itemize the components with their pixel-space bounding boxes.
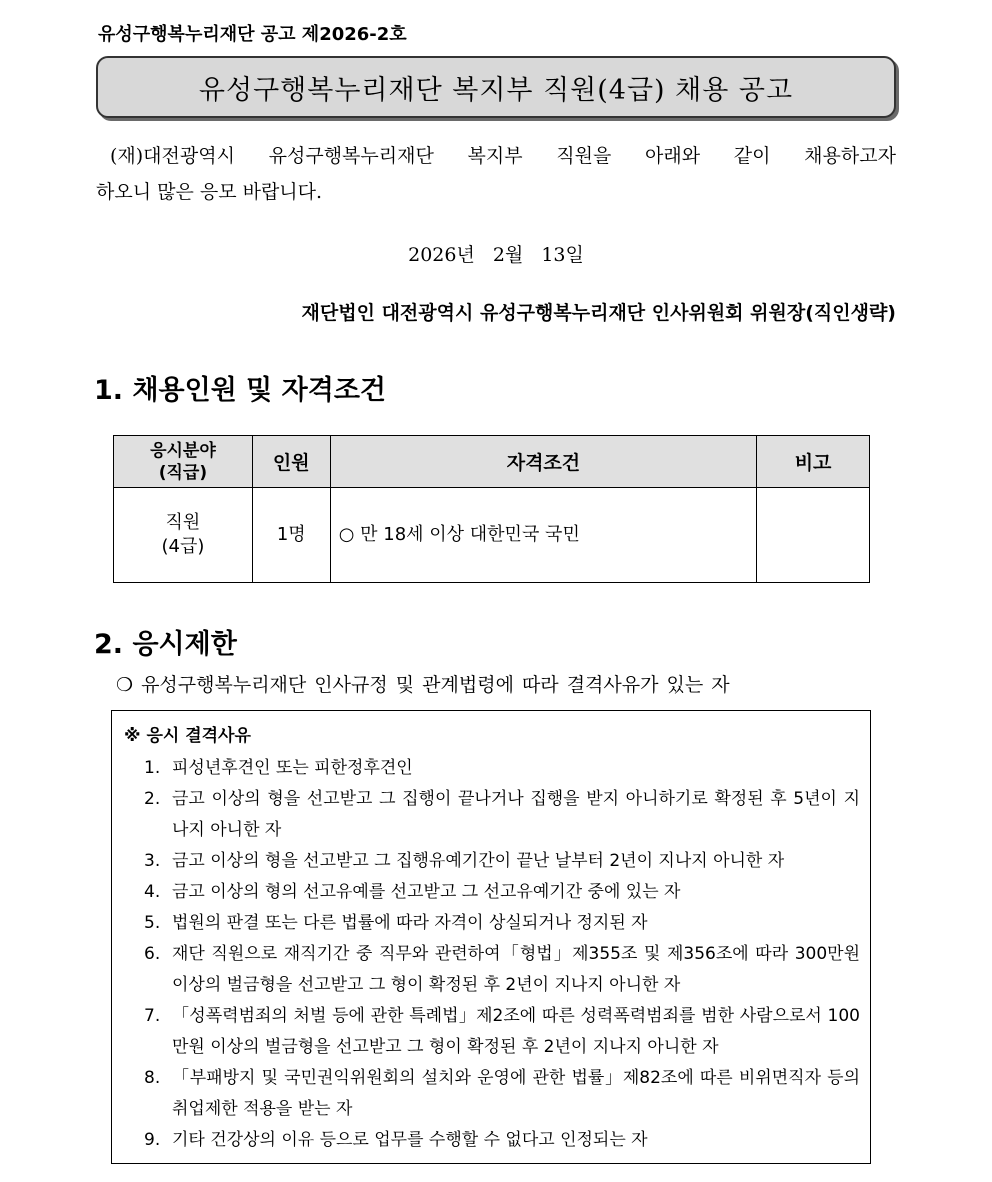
- intro-word: (재)대전광역시: [110, 145, 235, 167]
- list-item: [122, 908, 860, 939]
- list-item: [122, 1001, 860, 1063]
- cell-count: 1명: [252, 488, 330, 583]
- item-text: 금고 이상의 형을 선고받고 그 집행이 끝나거나 집행을 받지 아니하기로 확정된 후 5년이 지나지 아니한 자: [172, 789, 860, 840]
- intro-word: 유성구행복누리재단: [268, 145, 434, 167]
- section-heading-restriction: 2. 응시제한: [94, 629, 237, 660]
- item-text: 피성년후견인 또는 피한정후견인: [172, 758, 413, 778]
- item-number: 7.: [144, 1006, 161, 1026]
- header-note: 비고: [757, 436, 870, 488]
- header-count: 인원: [252, 436, 330, 488]
- restriction-statement: ❍ 유성구행복누리재단 인사규정 및 관계법령에 따라 결격사유가 있는 자: [116, 674, 730, 696]
- title-box: [96, 56, 896, 118]
- item-text: 「부패방지 및 국민권익위원회의 설치와 운영에 관한 법률」제82조에 따른 비위면직자 등의 취업제한 적용을 받는 자: [172, 1068, 860, 1119]
- item-number: 6.: [144, 944, 161, 964]
- cell-field-line2: (4급): [161, 536, 205, 557]
- page-title: 유성구행복누리재단 복지부 직원(4급) 채용 공고: [198, 74, 794, 106]
- section-heading-recruitment: 1. 채용인원 및 자격조건: [94, 375, 386, 406]
- table-header-row: [114, 436, 870, 488]
- list-item: [122, 1125, 860, 1156]
- table-row: [114, 488, 870, 583]
- item-text: 금고 이상의 형을 선고받고 그 집행유예기간이 끝난 날부터 2년이 지나지 아니한 자: [172, 851, 785, 871]
- item-number: 9.: [144, 1130, 161, 1150]
- signature-line: 재단법인 대전광역시 유성구행복누리재단 인사위원회 위원장(직인생략): [301, 302, 896, 324]
- disqualification-box: [111, 710, 871, 1164]
- item-text: 기타 건강상의 이유 등으로 업무를 수행할 수 없다고 인정되는 자: [172, 1130, 648, 1150]
- cell-field: [114, 488, 253, 583]
- intro-word: 채용하고자: [804, 145, 896, 167]
- cell-qualification: ○ 만 18세 이상 대한민국 국민: [330, 488, 756, 583]
- list-item: [122, 846, 860, 877]
- item-number: 3.: [144, 851, 161, 871]
- list-item: [122, 939, 860, 1001]
- cell-note: [757, 488, 870, 583]
- intro-word: 복지부: [467, 145, 523, 167]
- item-text: 법원의 판결 또는 다른 법률에 따라 자격이 상실되거나 정지된 자: [172, 913, 648, 933]
- item-number: 4.: [144, 882, 161, 902]
- disqualification-list: [122, 753, 860, 1156]
- intro-paragraph: [96, 138, 896, 210]
- notice-number: 유성구행복누리재단 공고 제2026-2호: [98, 24, 407, 45]
- item-number: 5.: [144, 913, 161, 933]
- intro-word: 직원을: [556, 145, 612, 167]
- item-number: 8.: [144, 1068, 161, 1088]
- list-item: [122, 1063, 860, 1125]
- intro-word: 같이: [733, 145, 771, 167]
- intro-word: 아래와: [645, 145, 701, 167]
- disqualification-title: ※ 응시 결격사유: [124, 726, 251, 746]
- item-text: 「성폭력범죄의 처벌 등에 관한 특례법」제2조에 따른 성력폭력범죄를 범한 사람으로서 100만원 이상의 벌금형을 선고받고 그 형이 확정된 후 2년이 지나지 아니한 자: [172, 1006, 860, 1057]
- item-number: 1.: [144, 758, 161, 778]
- list-item: [122, 784, 860, 846]
- item-text: 금고 이상의 형의 선고유예를 선고받고 그 선고유예기간 중에 있는 자: [172, 882, 681, 902]
- header-field: [114, 436, 253, 488]
- header-qualification: 자격조건: [330, 436, 756, 488]
- header-field-line1: 응시분야: [150, 440, 216, 461]
- item-text: 재단 직원으로 재직기간 중 직무와 관련하여「형법」제355조 및 제356조에 따라 300만원 이상의 벌금형을 선고받고 그 형이 확정된 후 2년이 지나지 아니한 자: [172, 944, 860, 995]
- intro-line-1: [96, 138, 896, 174]
- list-item: [122, 877, 860, 908]
- notice-date: 2026년 2월 13일: [408, 244, 584, 266]
- recruitment-table: [113, 435, 870, 583]
- list-item: [122, 753, 860, 784]
- header-field-line2: (직급): [158, 462, 208, 483]
- cell-field-line1: 직원: [165, 512, 201, 533]
- intro-line-2: 하오니 많은 응모 바랍니다.: [96, 181, 323, 203]
- item-number: 2.: [144, 789, 161, 809]
